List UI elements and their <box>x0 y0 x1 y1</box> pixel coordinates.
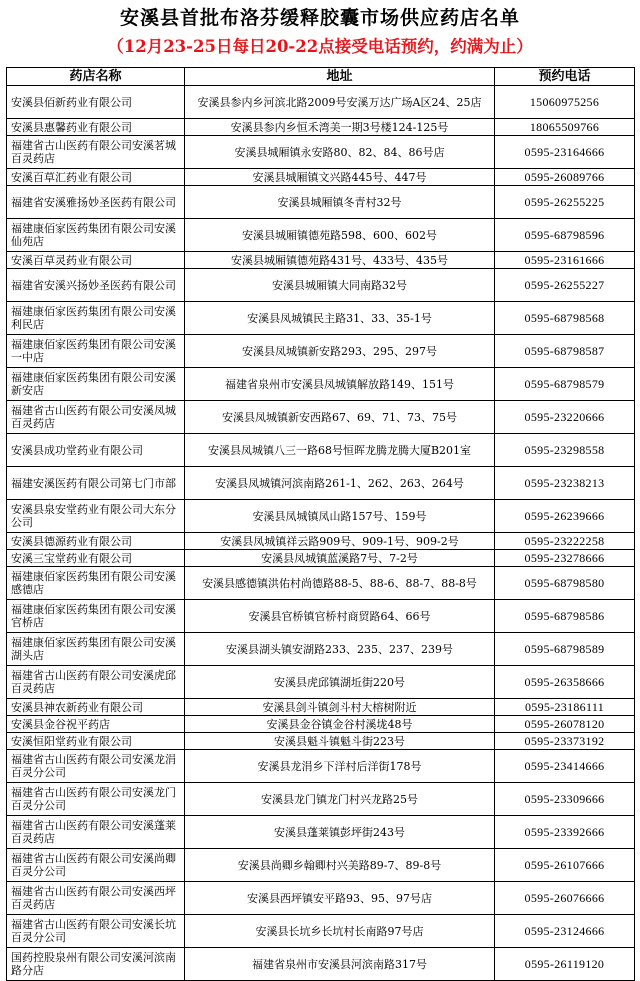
address-cell: 安溪县城厢镇大同南路32号 <box>185 269 495 302</box>
table-row <box>7 500 635 533</box>
pharmacy-name-cell: 安溪县金谷祝平药店 <box>7 716 185 733</box>
phone-cell: 0595-26089766 <box>495 169 635 186</box>
table-row <box>7 119 635 136</box>
pharmacy-name-cell: 安溪县成功堂药业有限公司 <box>7 434 185 467</box>
address-cell: 安溪县感德镇洪佑村尚德路88-5、88-6、88-7、88-8号 <box>185 567 495 600</box>
table-row <box>7 335 635 368</box>
pharmacy-name-cell: 福建康佰家医药集团有限公司安溪一中店 <box>7 335 185 368</box>
table-row <box>7 169 635 186</box>
phone-cell: 0595-23298558 <box>495 434 635 467</box>
pharmacy-name-cell: 安溪县佰新药业有限公司 <box>7 86 185 119</box>
pharmacy-name-cell: 安溪县惠馨药业有限公司 <box>7 119 185 136</box>
pharmacy-name-cell: 福建安溪医药有限公司第七门市部 <box>7 467 185 500</box>
address-cell: 安溪县蓬莱镇彭坪街243号 <box>185 816 495 849</box>
pharmacy-name-cell: 安溪县泉安堂药业有限公司大东分公司 <box>7 500 185 533</box>
table-row <box>7 567 635 600</box>
phone-cell: 0595-23278666 <box>495 550 635 567</box>
phone-cell: 0595-68798568 <box>495 302 635 335</box>
address-cell: 安溪县尚卿乡翰卿村兴美路89-7、89-8号 <box>185 849 495 882</box>
address-cell: 安溪县湖头镇安湖路233、235、237、239号 <box>185 633 495 666</box>
address-cell: 安溪县剑斗镇剑斗村大榕树附近 <box>185 699 495 716</box>
table-row <box>7 882 635 915</box>
pharmacy-name-cell: 安溪恒阳堂药业有限公司 <box>7 733 185 750</box>
phone-cell: 0595-26119120 <box>495 948 635 981</box>
table-header-row <box>7 68 635 86</box>
address-cell: 安溪县城厢镇冬青村32号 <box>185 186 495 219</box>
address-cell: 安溪县西坪镇安平路93、95、97号店 <box>185 882 495 915</box>
page-title: 安溪县首批布洛芬缓释胶囊市场供应药店名单 <box>119 7 520 29</box>
pharmacy-name-cell: 福建康佰家医药集团有限公司安溪官桥店 <box>7 600 185 633</box>
table-row <box>7 368 635 401</box>
table-row <box>7 783 635 816</box>
table-row <box>7 533 635 550</box>
table-row <box>7 467 635 500</box>
address-cell: 安溪县官桥镇官桥村商贸路64、66号 <box>185 600 495 633</box>
header-pharmacy-name: 药店名称 <box>7 68 185 86</box>
table-row <box>7 302 635 335</box>
table-row <box>7 948 635 981</box>
phone-cell: 0595-23392666 <box>495 816 635 849</box>
pharmacy-name-cell: 安溪县神农新药业有限公司 <box>7 699 185 716</box>
phone-cell: 0595-23238213 <box>495 467 635 500</box>
table-row <box>7 136 635 169</box>
address-cell: 安溪县城厢镇永安路80、82、84、86号店 <box>185 136 495 169</box>
pharmacy-name-cell: 福建省古山医药有限公司安溪西坪百灵药店 <box>7 882 185 915</box>
phone-cell: 0595-23373192 <box>495 733 635 750</box>
header-address: 地址 <box>185 68 495 86</box>
header-phone: 预约电话 <box>495 68 635 86</box>
address-cell: 安溪县凤城镇河滨南路261-1、262、263、264号 <box>185 467 495 500</box>
address-cell: 福建省泉州市安溪县凤城镇解放路149、151号 <box>185 368 495 401</box>
pharmacy-name-cell: 安溪三宝堂药业有限公司 <box>7 550 185 567</box>
phone-cell: 0595-23220666 <box>495 401 635 434</box>
phone-cell: 0595-68798580 <box>495 567 635 600</box>
address-cell: 安溪县凤城镇新安西路67、69、71、73、75号 <box>185 401 495 434</box>
table-row <box>7 750 635 783</box>
pharmacy-name-cell: 福建省古山医药有限公司安溪茗城百灵药店 <box>7 136 185 169</box>
phone-cell: 0595-26239666 <box>495 500 635 533</box>
phone-cell: 0595-68798589 <box>495 633 635 666</box>
address-cell: 安溪县凤城镇蓝溪路7号、7-2号 <box>185 550 495 567</box>
address-cell: 安溪县凤城镇八三一路68号恒晖龙腾龙腾大厦B201室 <box>185 434 495 467</box>
table-row <box>7 219 635 252</box>
table-row <box>7 401 635 434</box>
address-cell: 安溪县金谷镇金谷村溪垅48号 <box>185 716 495 733</box>
pharmacy-name-cell: 福建省古山医药有限公司安溪龙涓百灵分公司 <box>7 750 185 783</box>
pharmacy-name-cell: 安溪百草汇药业有限公司 <box>7 169 185 186</box>
table-row <box>7 550 635 567</box>
address-cell: 安溪县凤城镇祥云路909号、909-1号、909-2号 <box>185 533 495 550</box>
pharmacy-name-cell: 福建康佰家医药集团有限公司安溪感德店 <box>7 567 185 600</box>
pharmacy-name-cell: 福建康佰家医药集团有限公司安溪仙苑店 <box>7 219 185 252</box>
pharmacy-name-cell: 福建康佰家医药集团有限公司安溪利民店 <box>7 302 185 335</box>
address-cell: 安溪县参内乡恒禾湾美一期3号楼124-125号 <box>185 119 495 136</box>
address-cell: 福建省泉州市安溪县河滨南路317号 <box>185 948 495 981</box>
table-row <box>7 434 635 467</box>
phone-cell: 18065509766 <box>495 119 635 136</box>
pharmacy-name-cell: 福建省安溪雅扬妙圣医药有限公司 <box>7 186 185 219</box>
address-cell: 安溪县凤城镇新安路293、295、297号 <box>185 335 495 368</box>
phone-cell: 15060975256 <box>495 86 635 119</box>
pharmacy-name-cell: 福建省古山医药有限公司安溪龙门百灵分公司 <box>7 783 185 816</box>
pharmacy-name-cell: 安溪百草灵药业有限公司 <box>7 252 185 269</box>
phone-cell: 0595-26255227 <box>495 269 635 302</box>
address-cell: 安溪县凤城镇凤山路157号、159号 <box>185 500 495 533</box>
address-cell: 安溪县参内乡河滨北路2009号安溪万达广场A区24、25店 <box>185 86 495 119</box>
pharmacy-name-cell: 福建康佰家医药集团有限公司安溪新安店 <box>7 368 185 401</box>
table-row <box>7 849 635 882</box>
pharmacy-name-cell: 安溪县德源药业有限公司 <box>7 533 185 550</box>
address-cell: 安溪县虎邱镇湖坵街220号 <box>185 666 495 699</box>
table-row <box>7 699 635 716</box>
phone-cell: 0595-23124666 <box>495 915 635 948</box>
table-body <box>7 86 635 981</box>
pharmacy-name-cell: 福建省古山医药有限公司安溪尚卿百灵分公司 <box>7 849 185 882</box>
table-row <box>7 269 635 302</box>
table-row <box>7 666 635 699</box>
address-cell: 安溪县龙门镇龙门村兴龙路25号 <box>185 783 495 816</box>
address-cell: 安溪县凤城镇民主路31、33、35-1号 <box>185 302 495 335</box>
table-row <box>7 733 635 750</box>
phone-cell: 0595-68798586 <box>495 600 635 633</box>
page-subtitle: （12月23-25日每日20-22点接受电话预约，约满为止） <box>107 37 533 56</box>
pharmacy-name-cell: 福建康佰家医药集团有限公司安溪湖头店 <box>7 633 185 666</box>
table-row <box>7 633 635 666</box>
address-cell: 安溪县魁斗镇魁斗街223号 <box>185 733 495 750</box>
phone-cell: 0595-26358666 <box>495 666 635 699</box>
phone-cell: 0595-23222258 <box>495 533 635 550</box>
phone-cell: 0595-23309666 <box>495 783 635 816</box>
pharmacy-name-cell: 福建省古山医药有限公司安溪虎邱百灵药店 <box>7 666 185 699</box>
table-row <box>7 915 635 948</box>
phone-cell: 0595-23161666 <box>495 252 635 269</box>
table-row <box>7 252 635 269</box>
pharmacy-name-cell: 福建省安溪兴扬妙圣医药有限公司 <box>7 269 185 302</box>
address-cell: 安溪县长坑乡长坑村长南路97号店 <box>185 915 495 948</box>
table-row <box>7 600 635 633</box>
table-row <box>7 816 635 849</box>
table-row <box>7 86 635 119</box>
address-cell: 安溪县城厢镇德苑路431号、433号、435号 <box>185 252 495 269</box>
pharmacy-name-cell: 福建省古山医药有限公司安溪凤城百灵药店 <box>7 401 185 434</box>
phone-cell: 0595-23164666 <box>495 136 635 169</box>
table-row <box>7 716 635 733</box>
phone-cell: 0595-23414666 <box>495 750 635 783</box>
phone-cell: 0595-68798587 <box>495 335 635 368</box>
address-cell: 安溪县城厢镇德苑路598、600、602号 <box>185 219 495 252</box>
phone-cell: 0595-26255225 <box>495 186 635 219</box>
phone-cell: 0595-26078120 <box>495 716 635 733</box>
table-row <box>7 186 635 219</box>
phone-cell: 0595-23186111 <box>495 699 635 716</box>
phone-cell: 0595-26107666 <box>495 849 635 882</box>
phone-cell: 0595-68798596 <box>495 219 635 252</box>
phone-cell: 0595-26076666 <box>495 882 635 915</box>
pharmacy-name-cell: 福建省古山医药有限公司安溪长坑百灵分公司 <box>7 915 185 948</box>
address-cell: 安溪县城厢镇文兴路445号、447号 <box>185 169 495 186</box>
address-cell: 安溪县龙涓乡下洋村后洋街178号 <box>185 750 495 783</box>
pharmacy-name-cell: 福建省古山医药有限公司安溪蓬莱百灵药店 <box>7 816 185 849</box>
pharmacy-name-cell: 国药控股泉州有限公司安溪河滨南路分店 <box>7 948 185 981</box>
pharmacy-table <box>6 67 635 981</box>
phone-cell: 0595-68798579 <box>495 368 635 401</box>
